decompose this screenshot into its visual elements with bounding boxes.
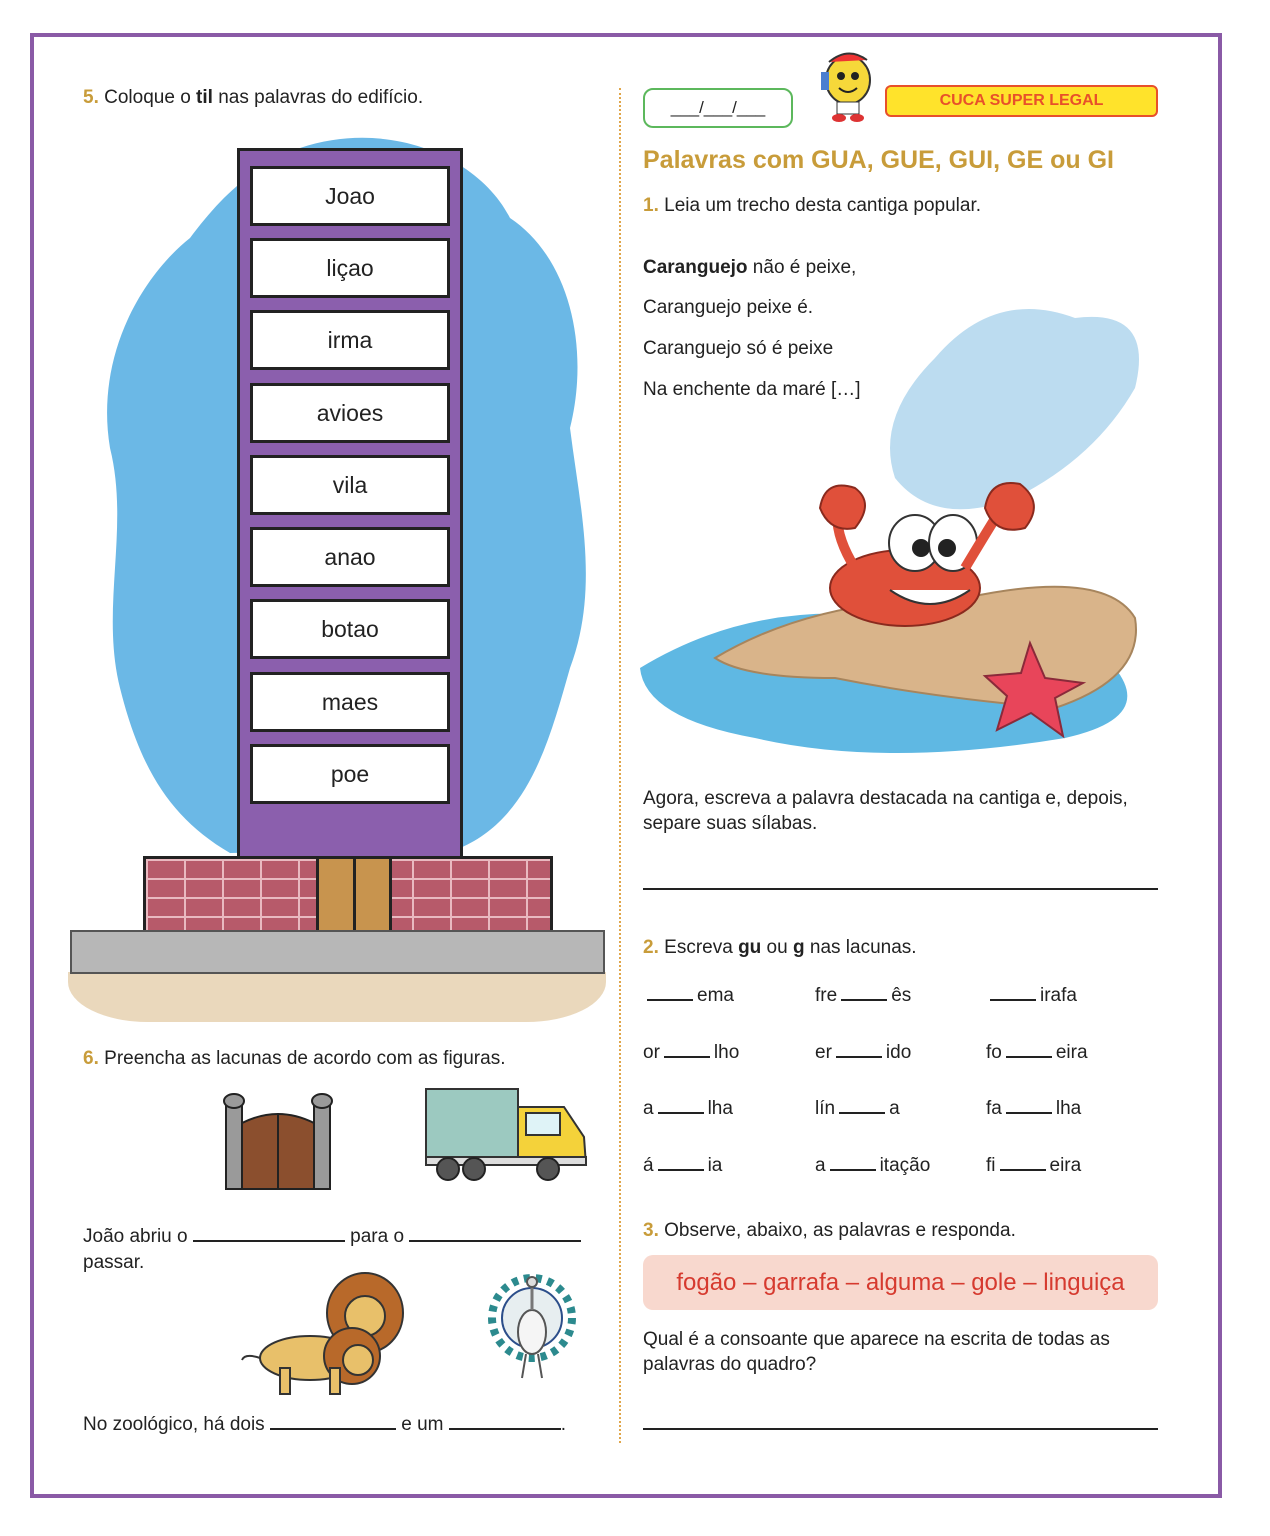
word-suffix: lha [1055, 1098, 1082, 1119]
verse-line: Caranguejo peixe é. [643, 297, 814, 318]
blank-line[interactable] [990, 983, 1036, 1001]
peacock-icon [482, 1270, 582, 1382]
fill-blank-item [986, 1153, 1081, 1178]
word-box: fogão – garrafa – alguma – gole – linguiça [643, 1255, 1158, 1310]
fill-blank-item [643, 983, 734, 1008]
floor-word: maes [250, 672, 450, 732]
word-prefix: á [643, 1155, 654, 1176]
word-suffix: ema [697, 985, 734, 1006]
blank-line[interactable] [658, 1153, 704, 1171]
blank-line[interactable] [1000, 1153, 1046, 1171]
blank-line[interactable] [839, 1096, 885, 1114]
word-prefix: fa [986, 1098, 1002, 1119]
fill-blank-item [643, 1040, 739, 1065]
word-suffix: lho [713, 1042, 740, 1063]
crab-beach-illustration [635, 298, 1155, 753]
word-prefix: a [815, 1155, 826, 1176]
floor-word: poe [250, 744, 450, 804]
verse-line: Caranguejo só é peixe [643, 338, 834, 359]
floor-word: avioes [250, 383, 450, 443]
fill-blank-item [986, 1096, 1081, 1121]
fill-blank-item [815, 1040, 911, 1065]
blank-line[interactable] [664, 1040, 710, 1058]
floor-word: irma [250, 310, 450, 370]
answer-line [643, 1428, 1158, 1430]
blank-line[interactable] [1006, 1040, 1052, 1058]
mascot-icon [815, 44, 885, 122]
floor-word: botao [250, 599, 450, 659]
cuca-badge: CUCA SUPER LEGAL [885, 85, 1158, 117]
q3-question-cont: palavras do quadro? [643, 1354, 817, 1375]
answer-line [643, 888, 1158, 890]
word-suffix: ês [891, 985, 912, 1006]
floor-word: vila [250, 455, 450, 515]
q1-heading: 1. Leia um trecho desta cantiga popular. [643, 195, 982, 216]
q2-heading: 2. Escreva gu ou g nas lacunas. [643, 937, 917, 958]
word-prefix: lín [815, 1098, 836, 1119]
q1-instruction-cont: separe suas sílabas. [643, 813, 818, 834]
q3-heading: 3. Observe, abaixo, as palavras e responda. [643, 1220, 1016, 1241]
sidewalk [70, 930, 605, 974]
word-suffix: itação [879, 1155, 931, 1176]
date-field: ___/___/___ [643, 88, 793, 128]
blank-line[interactable] [836, 1040, 882, 1058]
fill-blank-item [815, 983, 911, 1008]
column-divider [619, 88, 621, 1443]
word-suffix: eira [1049, 1155, 1082, 1176]
q6-sentence1-end: passar. [83, 1252, 145, 1273]
word-prefix: a [643, 1098, 654, 1119]
q3-question: Qual é a consoante que aparece na escrita de todas as [643, 1329, 1110, 1350]
word-prefix: fi [986, 1155, 996, 1176]
fill-blank-item [643, 1096, 733, 1121]
word-prefix: fre [815, 985, 838, 1006]
q6-sentence2: No zoológico, há dois e um . [83, 1414, 567, 1435]
q6-sentence1: João abriu o para o [83, 1224, 581, 1249]
fill-blank-item [986, 983, 1077, 1008]
verse-line: Caranguejo não é peixe, [643, 257, 857, 278]
word-prefix: er [815, 1042, 832, 1063]
word-suffix: eira [1055, 1042, 1088, 1063]
fill-blank-item [643, 1153, 722, 1178]
blank-line[interactable] [658, 1096, 704, 1114]
lions-icon [240, 1268, 420, 1398]
blank-line[interactable] [647, 983, 693, 1001]
word-suffix: lha [707, 1098, 733, 1119]
door-icon [316, 859, 392, 934]
verse-line: Na enchente da maré […] [643, 379, 861, 400]
q5-heading: 5. Coloque o til nas palavras do edifício. [83, 87, 424, 108]
blank-line[interactable] [1006, 1096, 1052, 1114]
word-prefix: or [643, 1042, 660, 1063]
floor-word: anao [250, 527, 450, 587]
blank-line[interactable] [830, 1153, 876, 1171]
blank-line[interactable] [841, 983, 887, 1001]
floor-word: liçao [250, 238, 450, 298]
truck-icon [424, 1085, 592, 1185]
word-suffix: ia [707, 1155, 723, 1176]
q6-heading: 6. Preencha as lacunas de acordo com as figuras. [83, 1048, 506, 1069]
sand-ground [68, 972, 606, 1022]
fill-blank-item [986, 1040, 1088, 1065]
fill-blank-item [815, 1096, 900, 1121]
fill-blank-item [815, 1153, 930, 1178]
section-title: Palavras com GUA, GUE, GUI, GE ou GI [643, 146, 1114, 174]
brick-base [143, 856, 553, 934]
floor-word: Joao [250, 166, 450, 226]
word-suffix: a [889, 1098, 900, 1119]
gate-icon [222, 1093, 334, 1191]
word-prefix: fo [986, 1042, 1002, 1063]
q1-instruction: Agora, escreva a palavra destacada na cantiga e, depois, [643, 788, 1128, 809]
word-suffix: ido [885, 1042, 912, 1063]
word-suffix: irafa [1040, 985, 1077, 1006]
